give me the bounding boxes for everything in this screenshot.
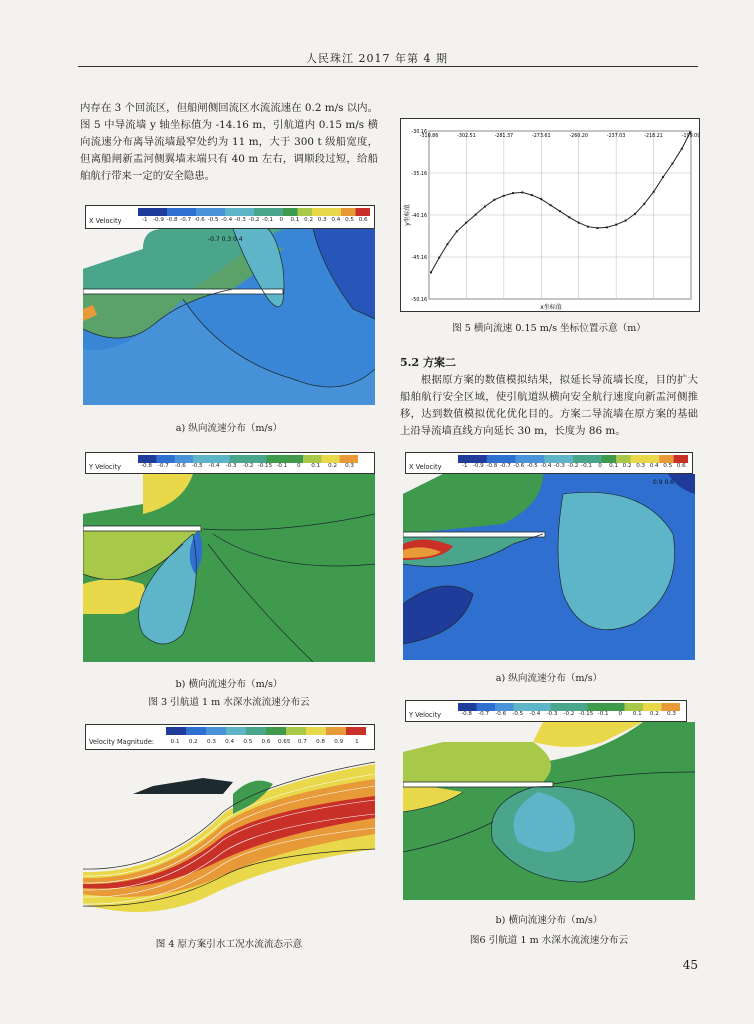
colorbar-swatch xyxy=(588,703,607,711)
section-heading: 5.2 方案二 xyxy=(400,356,456,369)
colorbar-swatch xyxy=(166,727,186,735)
fig5-data-point xyxy=(540,198,542,200)
figure-3a xyxy=(83,205,375,405)
figure4-caption: 图 4 原方案引水工况水流流态示意 xyxy=(155,939,303,950)
fig3b-legend xyxy=(85,452,375,474)
colorbar-swatch xyxy=(514,703,533,711)
fig5-y-tick-label: -30.16 xyxy=(411,130,427,135)
fig6a-legend-ticks xyxy=(458,463,688,471)
colorbar-swatch xyxy=(167,208,182,216)
fig5-data-point xyxy=(568,216,570,218)
colorbar-tick-label: -0.4 xyxy=(221,217,233,223)
fig6b-legend xyxy=(405,700,687,722)
colorbar-tick-label: -0.6 xyxy=(513,463,525,469)
fig5-data-point xyxy=(578,222,580,224)
fig5-data-point xyxy=(653,191,655,193)
figure5-caption: 图 5 横向流速 0.15 m/s 坐标位置示意（m） xyxy=(452,323,646,334)
colorbar-tick-label: -0.8 xyxy=(486,463,498,469)
colorbar-tick-label: -0.15 xyxy=(257,463,273,469)
colorbar-tick-label: 0.5 xyxy=(345,217,354,223)
colorbar-tick-label: -0.3 xyxy=(234,217,246,223)
colorbar-tick-label: -0.3 xyxy=(225,463,237,469)
fig5-data-point xyxy=(550,204,552,206)
colorbar-tick-label: -0.5 xyxy=(191,463,203,469)
fig5-data-point xyxy=(531,194,533,196)
fig6a-top-label: 0.9 0.6 xyxy=(653,479,674,486)
colorbar-tick-label: 0.1 xyxy=(609,463,619,469)
fig5-y-tick-label: -35.16 xyxy=(411,172,427,177)
fig3a-top-label: -0.7 0.3 0.4 xyxy=(208,236,243,243)
colorbar-swatch xyxy=(341,208,356,216)
colorbar-tick-label: -0.6 xyxy=(495,711,507,717)
scheme2-paragraph: 根据原方案的数值模拟结果，拟延长导流墙长度，目的扩大船舶航行安全区域，使引航道纵横向安全航行速度向新盂河侧推移，达到数值模拟优化优化目的。方案二导流墙在原方案的基础上沿导流墙直线方向延长 30 m，长度为 86 m。 xyxy=(400,374,698,437)
colorbar-swatch xyxy=(193,455,212,463)
colorbar-swatch xyxy=(551,703,570,711)
colorbar-swatch xyxy=(544,455,559,463)
colorbar-swatch xyxy=(283,208,298,216)
colorbar-swatch xyxy=(472,455,487,463)
colorbar-swatch xyxy=(182,208,197,216)
fig5-data-point xyxy=(503,195,505,197)
fig3b-legend-title: Y Velocity xyxy=(89,463,121,471)
colorbar-tick-label: 0.3 xyxy=(345,463,354,469)
colorbar-tick-label: -0.7 xyxy=(499,463,511,469)
fig6b-caption: b) 横向流速分布（m/s） xyxy=(495,915,603,926)
colorbar-tick-label: 0.9 xyxy=(334,739,344,745)
colorbar-tick-label: -0.7 xyxy=(478,711,490,717)
colorbar-swatch xyxy=(487,455,502,463)
colorbar-swatch xyxy=(286,727,306,735)
colorbar-swatch xyxy=(674,455,688,463)
fig6a-guide-wall xyxy=(403,532,545,537)
fig5-data-point xyxy=(681,148,683,150)
colorbar-swatch xyxy=(186,727,206,735)
figure-6b xyxy=(403,700,695,900)
colorbar-tick-label: -0.2 xyxy=(563,711,575,717)
colorbar-swatch xyxy=(602,455,617,463)
fig5-y-tick-label: -50.16 xyxy=(411,298,427,303)
colorbar-swatch xyxy=(356,208,371,216)
colorbar-tick-label: 0.2 xyxy=(328,463,338,469)
intro-paragraph: 内存在 3 个回流区，但船闸侧回流区水流流速在 0.2 m/s 以内。图 5 中导流墙 y 轴坐标值为 -14.16 m，引航道内 0.15 m/s 横向流速分布离导流墙最窄处约为 11 m，大于 300 t 级船宽度，但离船闸新盂河侧翼墙末端只有 40 m 左右，调顺段过短，给船舶航行带来一定的安全隐患。 xyxy=(80,102,378,182)
colorbar-swatch xyxy=(266,455,285,463)
colorbar-swatch xyxy=(501,455,516,463)
fig5-x-tick-label: -260.20 xyxy=(569,134,588,139)
colorbar-tick-label: -0.6 xyxy=(193,217,205,223)
fig6b-legend-title: Y Velocity xyxy=(409,711,441,719)
colorbar-swatch xyxy=(616,455,631,463)
colorbar-tick-label: 0.65 xyxy=(277,739,291,745)
fig5-x-tick-label: -302.51 xyxy=(457,134,476,139)
colorbar-swatch xyxy=(321,455,340,463)
colorbar-tick-label: 0 xyxy=(618,711,622,717)
colorbar-swatch xyxy=(240,208,255,216)
colorbar-tick-label: -0.2 xyxy=(242,463,254,469)
fig5-data-point xyxy=(493,199,495,201)
fig5-data-point xyxy=(438,257,440,259)
colorbar-tick-label: 0.4 xyxy=(649,463,659,469)
colorbar-swatch xyxy=(516,455,531,463)
colorbar-tick-label: 0.1 xyxy=(311,463,321,469)
fig4-legend-ticks xyxy=(166,739,366,747)
fig5-x-tick-label: -273.61 xyxy=(532,134,551,139)
colorbar-swatch xyxy=(153,208,168,216)
colorbar-swatch xyxy=(196,208,211,216)
colorbar-swatch xyxy=(662,703,681,711)
fig5-xlabel: x坐标值 xyxy=(540,304,562,311)
fig3a-legend-title: X Velocity xyxy=(89,217,122,225)
colorbar-swatch xyxy=(643,703,662,711)
fig4-legend xyxy=(85,724,375,750)
colorbar-tick-label: -1 xyxy=(461,463,468,469)
header-rule xyxy=(78,66,698,67)
fig5-data-point xyxy=(484,206,486,208)
colorbar-swatch xyxy=(225,208,240,216)
fig5-data-point xyxy=(512,192,514,194)
colorbar-tick-label: -0.2 xyxy=(567,463,579,469)
colorbar-tick-label: -0.1 xyxy=(597,711,609,717)
journal-header: 人民珠江 2017 年第 4 期 xyxy=(306,52,448,65)
figure-4 xyxy=(83,724,375,924)
fig5-y-tick-label: -45.16 xyxy=(411,256,427,261)
fig5-data-point xyxy=(456,230,458,232)
fig5-data-point xyxy=(643,203,645,205)
fig6a-legend-title: X Velocity xyxy=(409,463,442,471)
colorbar-tick-label: -0.6 xyxy=(174,463,186,469)
colorbar-tick-label: -0.8 xyxy=(140,463,152,469)
colorbar-swatch xyxy=(156,455,175,463)
colorbar-tick-label: 0.6 xyxy=(261,739,271,745)
colorbar-swatch xyxy=(269,208,284,216)
colorbar-tick-label: 0 xyxy=(598,463,602,469)
colorbar-swatch xyxy=(175,455,194,463)
colorbar-swatch xyxy=(312,208,327,216)
colorbar-tick-label: 0.2 xyxy=(188,739,198,745)
fig5-data-point xyxy=(662,176,664,178)
colorbar-tick-label: -0.7 xyxy=(157,463,169,469)
colorbar-swatch xyxy=(246,727,266,735)
colorbar-swatch xyxy=(477,703,496,711)
colorbar-swatch xyxy=(495,703,514,711)
colorbar-tick-label: 1 xyxy=(355,739,359,745)
colorbar-tick-label: 0.2 xyxy=(304,217,314,223)
colorbar-tick-label: 0.1 xyxy=(632,711,642,717)
colorbar-tick-label: 0.1 xyxy=(290,217,300,223)
colorbar-tick-label: -0.2 xyxy=(248,217,260,223)
fig5-y-tick-label: -40.16 xyxy=(411,214,427,219)
fig5-x-tick-label: -237.03 xyxy=(606,134,626,139)
colorbar-tick-label: 0.4 xyxy=(331,217,341,223)
colorbar-tick-label: -0.8 xyxy=(461,711,472,717)
fig3b-contour-plot xyxy=(83,474,375,662)
colorbar-swatch xyxy=(569,703,588,711)
colorbar-tick-label: 0.2 xyxy=(649,711,659,717)
fig3a-guide-wall xyxy=(83,289,283,294)
fig5-data-point xyxy=(606,226,608,228)
colorbar-swatch xyxy=(211,208,226,216)
colorbar-swatch xyxy=(659,455,674,463)
colorbar-swatch xyxy=(211,455,230,463)
fig5-data-point xyxy=(465,222,467,224)
colorbar-swatch xyxy=(254,208,269,216)
colorbar-tick-label: 0.3 xyxy=(317,217,327,223)
fig5-series-line xyxy=(431,133,690,273)
colorbar-tick-label: -0.15 xyxy=(578,711,594,717)
fig3b-caption: b) 横向流速分布（m/s） xyxy=(175,679,283,690)
colorbar-swatch xyxy=(340,455,358,463)
colorbar-tick-label: 0.4 xyxy=(225,739,235,745)
fig5-x-tick-label: -281.37 xyxy=(494,134,514,139)
fig4-legend-title: Velocity Magnitude: xyxy=(89,738,155,746)
fig5-data-point xyxy=(615,224,617,226)
fig5-x-tick-label: -310.86 xyxy=(419,134,439,139)
colorbar-tick-label: -0.3 xyxy=(546,711,558,717)
colorbar-swatch xyxy=(587,455,602,463)
fig5-data-point xyxy=(625,220,627,222)
colorbar-swatch xyxy=(230,455,249,463)
colorbar-swatch xyxy=(606,703,625,711)
colorbar-swatch xyxy=(327,208,342,216)
colorbar-swatch xyxy=(559,455,574,463)
colorbar-swatch xyxy=(266,727,286,735)
fig6a-caption: a) 纵向流速分布（m/s） xyxy=(495,673,603,684)
colorbar-tick-label: -0.1 xyxy=(262,217,274,223)
colorbar-swatch xyxy=(530,455,545,463)
fig5-data-point xyxy=(587,226,589,228)
colorbar-tick-label: -0.7 xyxy=(180,217,192,223)
colorbar-tick-label: 0 xyxy=(296,463,301,469)
colorbar-tick-label: 0.1 xyxy=(170,739,180,745)
fig6b-guide-wall xyxy=(403,782,553,787)
colorbar-swatch xyxy=(138,455,157,463)
fig3a-contour-plot xyxy=(83,229,375,405)
colorbar-tick-label: 0 xyxy=(279,217,284,223)
colorbar-tick-label: 0.2 xyxy=(622,463,632,469)
figure-3b xyxy=(83,452,375,662)
colorbar-tick-label: 0.5 xyxy=(663,463,673,469)
colorbar-swatch xyxy=(326,727,346,735)
colorbar-tick-label: -0.5 xyxy=(207,217,219,223)
fig5-data-point xyxy=(596,227,598,229)
colorbar-tick-label: -0.9 xyxy=(153,217,164,223)
fig3a-legend xyxy=(85,205,375,229)
colorbar-tick-label: -0.4 xyxy=(540,463,552,469)
fig4-flow-plot xyxy=(83,754,375,924)
colorbar-swatch xyxy=(248,455,267,463)
colorbar-tick-label: 0.7 xyxy=(297,739,307,745)
colorbar-tick-label: 0.5 xyxy=(243,739,253,745)
figure-5 xyxy=(400,118,700,312)
fig5-data-point xyxy=(634,213,636,215)
colorbar-swatch xyxy=(138,208,153,216)
colorbar-tick-label: -0.4 xyxy=(208,463,220,469)
fig5-x-tick-label: -218.21 xyxy=(644,134,663,139)
fig5-data-point xyxy=(559,210,561,212)
colorbar-tick-label: -0.9 xyxy=(472,463,484,469)
colorbar-tick-label: -0.3 xyxy=(554,463,565,469)
colorbar-tick-label: 0.8 xyxy=(316,739,325,745)
fig6b-legend-ticks xyxy=(458,711,680,719)
fig3a-caption: a) 纵向流速分布（m/s） xyxy=(175,423,283,434)
colorbar-swatch xyxy=(573,455,588,463)
colorbar-tick-label: 0.6 xyxy=(676,463,686,469)
colorbar-swatch xyxy=(458,703,477,711)
colorbar-tick-label: -0.5 xyxy=(512,711,524,717)
fig3b-legend-ticks xyxy=(138,463,358,471)
colorbar-swatch xyxy=(298,208,313,216)
colorbar-swatch xyxy=(226,727,246,735)
colorbar-swatch xyxy=(625,703,644,711)
fig5-data-point xyxy=(475,214,477,216)
colorbar-tick-label: -0.1 xyxy=(276,463,288,469)
colorbar-swatch xyxy=(631,455,646,463)
figure-6a xyxy=(403,452,695,660)
fig5-data-point xyxy=(671,163,673,165)
colorbar-tick-label: -0.4 xyxy=(529,711,541,717)
colorbar-tick-label: 0.3 xyxy=(667,711,676,717)
colorbar-tick-label: 0.3 xyxy=(636,463,646,469)
fig3a-legend-ticks xyxy=(138,217,370,225)
fig5-data-point xyxy=(430,271,432,273)
fig5-x-tick-label: -199.09 xyxy=(681,134,699,139)
fig6a-legend xyxy=(405,452,693,474)
colorbar-tick-label: -0.5 xyxy=(526,463,538,469)
fig5-data-point xyxy=(446,243,448,245)
colorbar-tick-label: -0.1 xyxy=(581,463,592,469)
colorbar-swatch xyxy=(303,455,322,463)
fig6b-contour-plot xyxy=(403,722,695,900)
figure6-caption: 图6 引航道 1 m 水深水流流速分布云 xyxy=(469,935,629,946)
colorbar-tick-label: 0.3 xyxy=(207,739,216,745)
fig6a-contour-plot xyxy=(403,474,695,660)
colorbar-swatch xyxy=(346,727,366,735)
colorbar-swatch xyxy=(645,455,660,463)
colorbar-swatch xyxy=(532,703,551,711)
colorbar-swatch xyxy=(285,455,304,463)
fig5-data-point xyxy=(521,191,523,193)
fig5-data-point xyxy=(689,132,691,134)
colorbar-swatch xyxy=(206,727,226,735)
colorbar-tick-label: -0.8 xyxy=(166,217,178,223)
figure3-caption: 图 3 引航道 1 m 水深水流流速分布云 xyxy=(148,697,310,708)
colorbar-swatch xyxy=(306,727,326,735)
fig4-colorbar xyxy=(166,727,366,739)
fig3b-guide-wall xyxy=(83,526,201,531)
fig5-ylabel: y坐标值 xyxy=(404,204,411,226)
colorbar-tick-label: 0.6 xyxy=(358,217,368,223)
page-number: 45 xyxy=(682,958,698,972)
colorbar-tick-label: -1 xyxy=(142,217,148,223)
colorbar-swatch xyxy=(458,455,473,463)
fig5-chart xyxy=(401,119,699,311)
